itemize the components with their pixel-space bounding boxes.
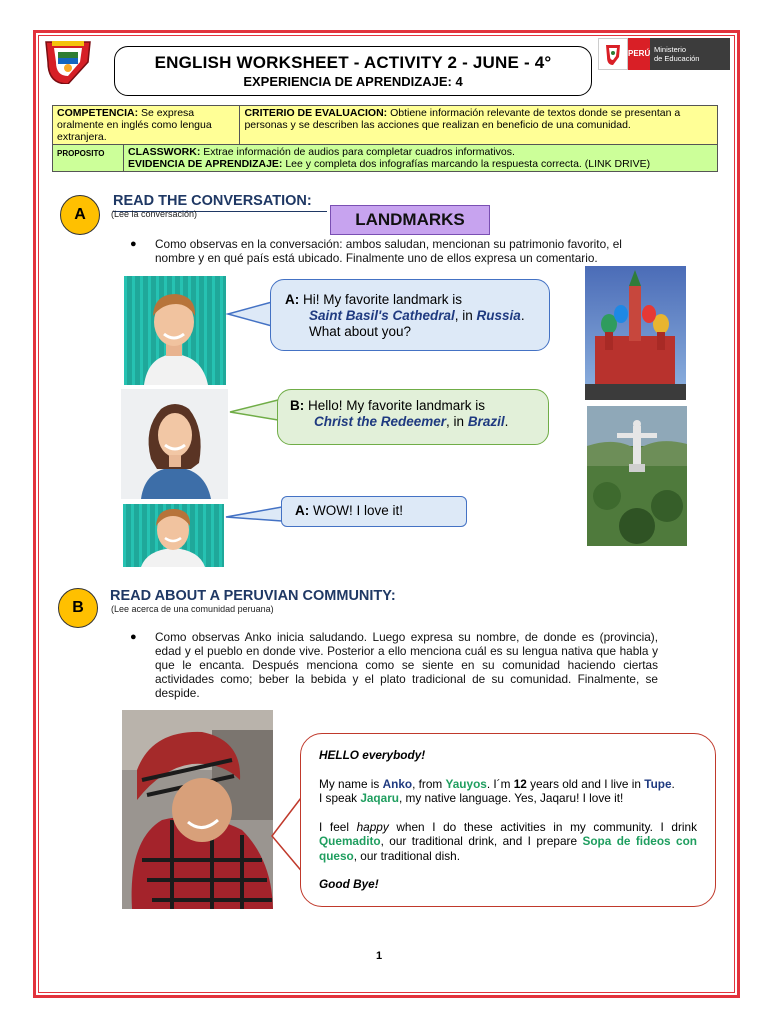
section-a-title: READ THE CONVERSATION: <box>113 193 312 209</box>
saint-basils-cathedral-photo <box>585 266 686 400</box>
school-shield-logo <box>42 38 94 84</box>
anko-feeling: happy <box>356 819 389 834</box>
anko-dish: Sopa de fideos con queso <box>319 834 698 863</box>
christ-the-redeemer-photo <box>587 406 687 546</box>
criterio-label: CRITERIO DE EVALUACION: <box>244 107 388 119</box>
section-b-badge: B <box>58 588 98 628</box>
section-a-badge: A <box>60 195 100 235</box>
bubble2-tail <box>228 398 280 424</box>
anko-drink: Quemadito <box>319 834 381 848</box>
p2-b: , my native language. Yes, Jaqaru! I love it! <box>399 791 624 805</box>
competency-table <box>52 105 718 172</box>
section-b-subtitle: (Lee acerca de una comunidad peruana) <box>111 604 274 614</box>
anko-name: Anko <box>382 776 413 791</box>
p1-c: . I´m <box>486 776 514 791</box>
logo-peru-text: PERÚ <box>628 38 650 70</box>
logo-ministry-text <box>650 38 730 70</box>
section-a-instructions: Como observas en la conversación: ambos saludan, mencionan su patrimonio favorito, el nombre y en qué país está ubicado. Finalmente uno de ellos expresa un comentario. <box>155 237 622 265</box>
bubble2-speaker: B: <box>290 398 305 413</box>
bubble1-line3: What about you? <box>309 324 412 339</box>
anko-province: Yauyos <box>445 776 487 791</box>
girl-photo <box>121 389 228 499</box>
bubble1-end: . <box>520 308 525 323</box>
p1-e: . <box>671 776 675 791</box>
bullet-dot-icon: ● <box>130 238 137 250</box>
section-b-title: READ ABOUT A PERUVIAN COMMUNITY: <box>110 588 396 604</box>
p3-e: , our traditional dish. <box>353 848 460 863</box>
anko-paragraph-1 <box>319 777 697 792</box>
classwork-text: Extrae información de audios para completar cuadros informativos. <box>200 146 515 158</box>
bubble1-in: , in <box>454 308 477 323</box>
anko-goodbye: Good Bye! <box>319 877 379 891</box>
criterio-cell <box>240 106 718 145</box>
bullet-dot-icon-b: ● <box>130 631 137 643</box>
boy-photo <box>124 276 226 385</box>
bubble1-tail <box>226 300 274 330</box>
p3-a: I feel <box>319 819 357 834</box>
anko-photo <box>122 710 273 909</box>
page-number: 1 <box>376 950 383 962</box>
anko-age: 12 <box>513 776 527 791</box>
classwork-label: CLASSWORK: <box>128 146 201 158</box>
ministry-line2: de Educación <box>654 54 700 63</box>
p3-b: when I do these activities in my community. I drink <box>388 819 697 834</box>
ministry-line1: Ministerio <box>654 45 687 54</box>
competencia-text: Se expresa oralmente en inglés como lengua extranjera. <box>57 107 212 143</box>
anko-paragraph-3 <box>319 820 697 864</box>
bubble1-country: Russia <box>476 308 521 323</box>
p1-b: , from <box>412 776 446 791</box>
criterio-text: Obtiene información relevante de textos donde se presentan a personas y se describen las acciones que realizan en beneficio de una comunidad. <box>244 107 681 131</box>
anko-greeting: HELLO everybody! <box>319 748 426 762</box>
p2-a: I speak <box>319 791 361 805</box>
bubble1-speaker: A: <box>285 292 300 307</box>
bubble2-end: . <box>504 414 509 429</box>
section-b-instructions: Como observas Anko inicia saludando. Luego expresa su nombre, de donde es (provincia), edad y el pueblo en donde vive. Posterior a ello menciona cuál es su lengua nativa que habla y que le encanta. Después menciona como se siente en su comunidad haciendo ciertas actividades como; beber la bebida y el plato tradicional de su comunidad. Finalmente, se despide. <box>155 630 658 700</box>
p1-a: My name is <box>319 776 383 791</box>
bubble3-text: WOW! I love it! <box>309 503 404 518</box>
proposito-cell: PROPOSITO <box>53 145 124 172</box>
evidencia-label: EVIDENCIA DE APRENDIZAJE: <box>128 158 283 170</box>
proposito-content-cell <box>124 145 718 172</box>
p1-d: years old and I live in <box>526 776 645 791</box>
boy-photo-2 <box>123 504 224 567</box>
bubble3-tail <box>224 505 284 525</box>
evidencia-text: Lee y completa dos infografías marcando la respuesta correcta. (LINK DRIVE) <box>282 158 651 170</box>
peru-coat-of-arms-icon <box>598 38 628 70</box>
bubble2-landmark: Christ the Redeemer <box>314 414 447 429</box>
anko-speech-box <box>300 733 716 907</box>
bubble1-line1 <box>285 292 549 308</box>
bubble1-line2 <box>285 308 549 324</box>
section-a-subtitle: (Lee la conversación) <box>111 209 198 219</box>
worksheet-title-box <box>114 46 592 96</box>
anko-paragraph-2 <box>319 791 697 806</box>
worksheet-subtitle: EXPERIENCIA DE APRENDIZAJE: 4 <box>243 74 463 89</box>
bubble2-line1 <box>290 398 548 414</box>
bubble1-text: Hi! My favorite landmark is <box>299 292 463 307</box>
anko-language: Jaqaru <box>360 791 399 805</box>
worksheet-title: ENGLISH WORKSHEET - ACTIVITY 2 - JUNE - 4° <box>154 53 552 72</box>
speech-bubble-a1 <box>270 279 550 351</box>
anko-town: Tupe <box>644 776 672 791</box>
classwork-line <box>128 146 713 158</box>
p3-d: , and I prepare <box>493 834 583 848</box>
speech-bubble-a2 <box>281 496 467 527</box>
bubble2-line2 <box>290 414 548 430</box>
bubble2-text: Hello! My favorite landmark is <box>304 398 486 413</box>
bubble2-in: , in <box>446 414 468 429</box>
competencia-cell <box>53 106 240 145</box>
ministry-logo <box>598 38 730 70</box>
bubble1-landmark: Saint Basil's Cathedral <box>309 308 455 323</box>
competencia-label: COMPETENCIA: <box>57 107 139 119</box>
landmarks-label: LANDMARKS <box>330 205 490 235</box>
bubble2-country: Brazil <box>467 414 505 429</box>
p3-c: , our traditional drink <box>380 834 494 848</box>
speech-bubble-b <box>277 389 549 445</box>
evidencia-line <box>128 158 713 170</box>
bubble3-speaker: A: <box>295 503 310 518</box>
